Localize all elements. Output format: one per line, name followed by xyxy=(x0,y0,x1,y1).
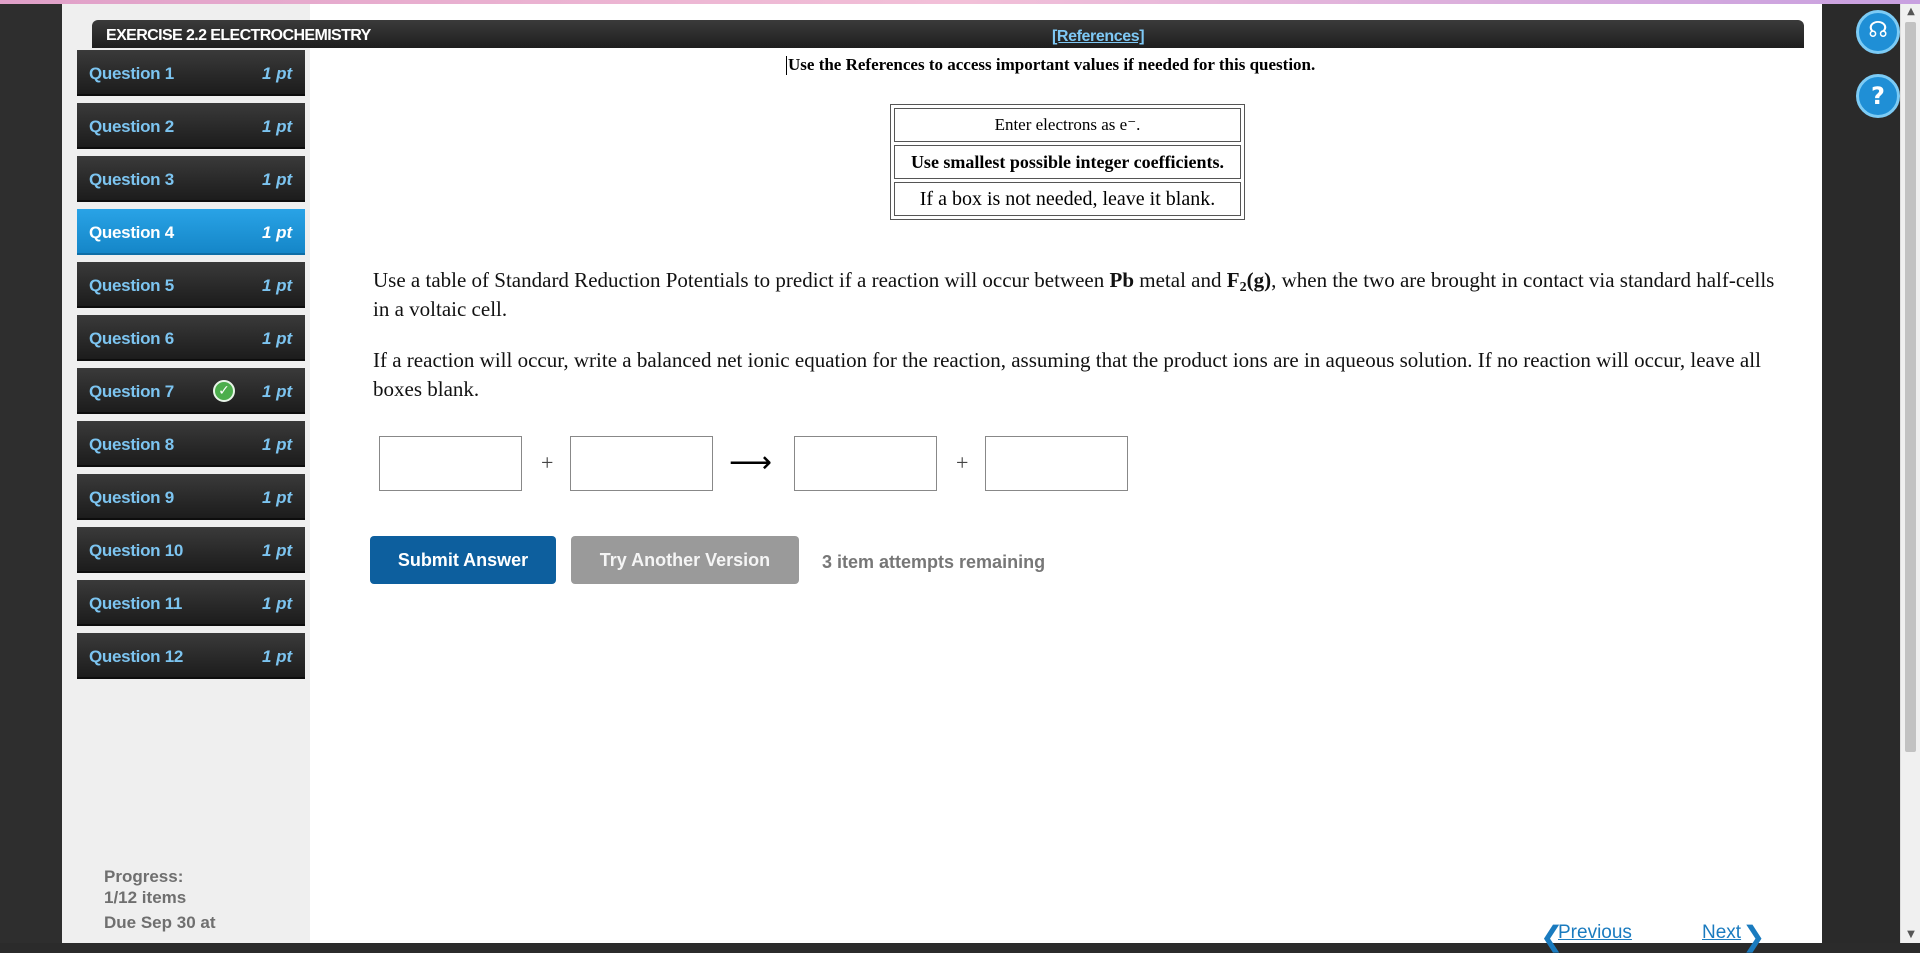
scroll-down-icon[interactable]: ▼ xyxy=(1907,929,1915,940)
reactant-1-input[interactable] xyxy=(379,436,522,491)
assignment-title: EXERCISE 2.2 ELECTROCHEMISTRY xyxy=(106,27,371,44)
headset-icon[interactable]: ☊ xyxy=(1856,10,1900,54)
question-label: Question 7 xyxy=(89,382,174,401)
question-label: Question 9 xyxy=(89,488,174,507)
question-item-11[interactable] xyxy=(77,580,305,626)
metal-name: Pb xyxy=(1109,268,1135,292)
question-points: 1 pt xyxy=(262,223,293,242)
question-label: Question 8 xyxy=(89,435,174,454)
scrollbar-thumb[interactable] xyxy=(1905,22,1916,752)
question-label: Question 5 xyxy=(89,276,174,295)
question-list xyxy=(77,50,305,686)
question-label: Question 6 xyxy=(89,329,174,348)
question-item-8[interactable] xyxy=(77,421,305,467)
question-item-7[interactable] xyxy=(77,368,305,414)
question-points: 1 pt xyxy=(262,170,293,189)
try-another-version-button[interactable]: Try Another Version xyxy=(571,536,799,584)
progress-label: Progress: xyxy=(104,867,184,886)
scroll-up-icon[interactable]: ▲ xyxy=(1907,6,1915,17)
chevron-right-icon[interactable]: ❯ xyxy=(1742,920,1766,953)
left-margin xyxy=(0,4,62,943)
question-points: 1 pt xyxy=(262,488,293,507)
question-points: 1 pt xyxy=(262,594,293,613)
submit-answer-button[interactable]: Submit Answer xyxy=(370,536,556,584)
help-icon[interactable]: ? xyxy=(1856,74,1900,118)
plus-sign: + xyxy=(541,450,554,475)
question-paragraph-2: If a reaction will occur, write a balanced net ionic equation for the reaction, assuming that the product ions are in aqueous solution. If no reaction will occur, leave all boxes blank. xyxy=(373,348,1761,401)
instruction-electrons: Enter electrons as e⁻. xyxy=(894,108,1241,142)
question-label: Question 3 xyxy=(89,170,174,189)
reaction-arrow-icon: ⟶ xyxy=(729,445,773,480)
instruction-coefficients: Use smallest possible integer coefficients. xyxy=(894,145,1241,179)
question-item-10[interactable] xyxy=(77,527,305,573)
question-points: 1 pt xyxy=(262,435,293,454)
references-link[interactable]: [References] xyxy=(1052,28,1145,45)
references-note: Use the References to access important values if needed for this question. xyxy=(788,55,1316,74)
text-cursor xyxy=(786,56,787,75)
question-item-9[interactable] xyxy=(77,474,305,520)
question-label: Question 12 xyxy=(89,647,184,666)
assignment-window xyxy=(62,4,1822,953)
reactant-2-input[interactable] xyxy=(570,436,713,491)
question-points: 1 pt xyxy=(262,64,293,83)
question-label: Question 10 xyxy=(89,541,184,560)
question-points: 1 pt xyxy=(262,647,293,666)
question-item-6[interactable] xyxy=(77,315,305,361)
question-points: 1 pt xyxy=(262,541,293,560)
next-link[interactable]: Next xyxy=(1702,922,1742,943)
question-item-3[interactable] xyxy=(77,156,305,202)
checkmark-icon: ✓ xyxy=(213,380,235,402)
question-body xyxy=(373,266,1783,426)
question-label: Question 11 xyxy=(89,594,183,613)
instructions-box xyxy=(890,104,1245,220)
question-label: Question 4 xyxy=(89,223,174,242)
plus-sign: + xyxy=(956,450,969,475)
question-points: 1 pt xyxy=(262,329,293,348)
question-points: 1 pt xyxy=(262,382,293,401)
instruction-blank-boxes: If a box is not needed, leave it blank. xyxy=(894,182,1241,216)
previous-link[interactable]: Previous xyxy=(1558,922,1632,943)
question-item-2[interactable] xyxy=(77,103,305,149)
question-points: 1 pt xyxy=(262,276,293,295)
question-points: 1 pt xyxy=(262,117,293,136)
progress-summary xyxy=(104,866,216,933)
question-paragraph-1: Use a table of Standard Reduction Potentials to predict if a reaction will occur between Pb metal and $F_2(g)$, when the two are brought in contact via standard half-cells in a voltaic cell. xyxy=(373,268,1775,321)
progress-value: 1/12 items xyxy=(104,888,187,907)
gas-formula: $F_2(g)$ xyxy=(1226,268,1272,295)
product-1-input[interactable] xyxy=(794,436,937,491)
question-item-12[interactable] xyxy=(77,633,305,679)
attempts-remaining: 3 item attempts remaining xyxy=(822,552,1046,572)
due-date: Due Sep 30 at xyxy=(104,913,216,932)
product-2-input[interactable] xyxy=(985,436,1128,491)
question-item-1[interactable] xyxy=(77,50,305,96)
question-item-4[interactable] xyxy=(77,209,305,255)
question-item-5[interactable] xyxy=(77,262,305,308)
question-label: Question 2 xyxy=(89,117,174,136)
question-label: Question 1 xyxy=(89,64,174,83)
chevron-left-icon[interactable]: ❮ xyxy=(1540,920,1564,953)
assignment-header xyxy=(92,20,1804,48)
right-margin xyxy=(1822,4,1900,943)
window-scrollbar[interactable] xyxy=(1900,4,1920,943)
